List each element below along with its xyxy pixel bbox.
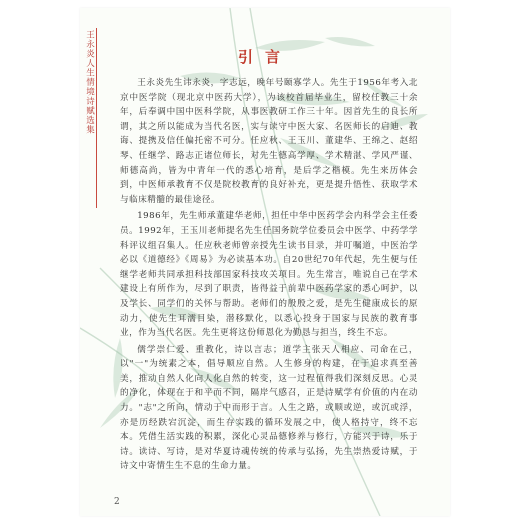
paragraph-1: 王永炎先生讳永炎，字志远，晚年号颐寡学人。先生于1956年考入北京中医学院（现北京中医药大学），为该校首届毕业生，留校任教三十余年，后奉调中国中医科学院，从事医教研工作三十年。因首先生的良长所谓，其之所以能成为当代名医，实与读守中医大家、名医师长的启迪、教诲、提携及信任偏托密不可分。任应秋、王玉川、董建华、王绵之、赵绍琴、任继学、路志正诸位师长，对先生德高学厚、学术精湛、学风严谨、师德高尚，皆为中青年一代的悉心培育，是后学之楷模。先生来历体会到，中医师承教育不仅是院校教育的良好补充，更是提升悟性、获取学术与临床精髓的最佳途径。 xyxy=(120,78,418,205)
chapter-heading: 引言 xyxy=(237,48,292,66)
book-page xyxy=(80,8,450,516)
paragraph-2: 1986年，先生师承董建华老师，担任中华中医药学会内科学会主任委员。1992年，王玉川老师提名先生任国务院学位委员会中医学、中药学学科评议组召集人。任应秋老师曾亲授先生读书目录，并叮嘱道，中医治学必以《道德经》《周易》为必读基本功。自20世纪70年代起，先生便与任继学老师共同承担科技部国家科技攻关项目。先生常言，唯说自己在学术建设上有所作为，尽到了职责，皆得益于前辈中医药学家的悉心呵护，以及学长、同学们的关怀与帮助。老师们的殷殷之爱，是先生健康成长的原动力，使先生耳濡目染，潜移默化，以悉心投身于国家与民族的教育事业，作为当代名医。先生更将这份师恩化为勤恳与担当，终生不忘。 xyxy=(120,211,418,339)
page-number: 2 xyxy=(114,497,120,507)
book-side-title: 王永炎人生情境诗赋选集 xyxy=(84,30,95,135)
paragraph-3: 儒学崇仁爱、重教化，诗以言志；道学主张天人相应、司命在己，以"一"为统素之本，倡导顺应自然。人生修身的构建，在于追求真至善美，推动自然人化向人化自然的转变，这一过程值得我们深刻反思。心灵的净化，体现在于和平而不同，隔岸气感召，正是诗赋学有价值的内在动力。"志"之所向，情动于中而形于言。人生之路，或顺或逆，或沉或浮，亦是历经跌宕沉淀，而生存实践的循环发展之中，使人格持守，终不忘本。凭借生活实践的积累，深化心灵品德修养与修行，方能兴于诗，乐于诗。读诗、写诗，是对华夏诗魂传统的传承与弘扬，先生崇热爱诗赋，于诗文中寄情生生不息的生命力量。 xyxy=(120,344,418,472)
body-text xyxy=(120,76,418,476)
